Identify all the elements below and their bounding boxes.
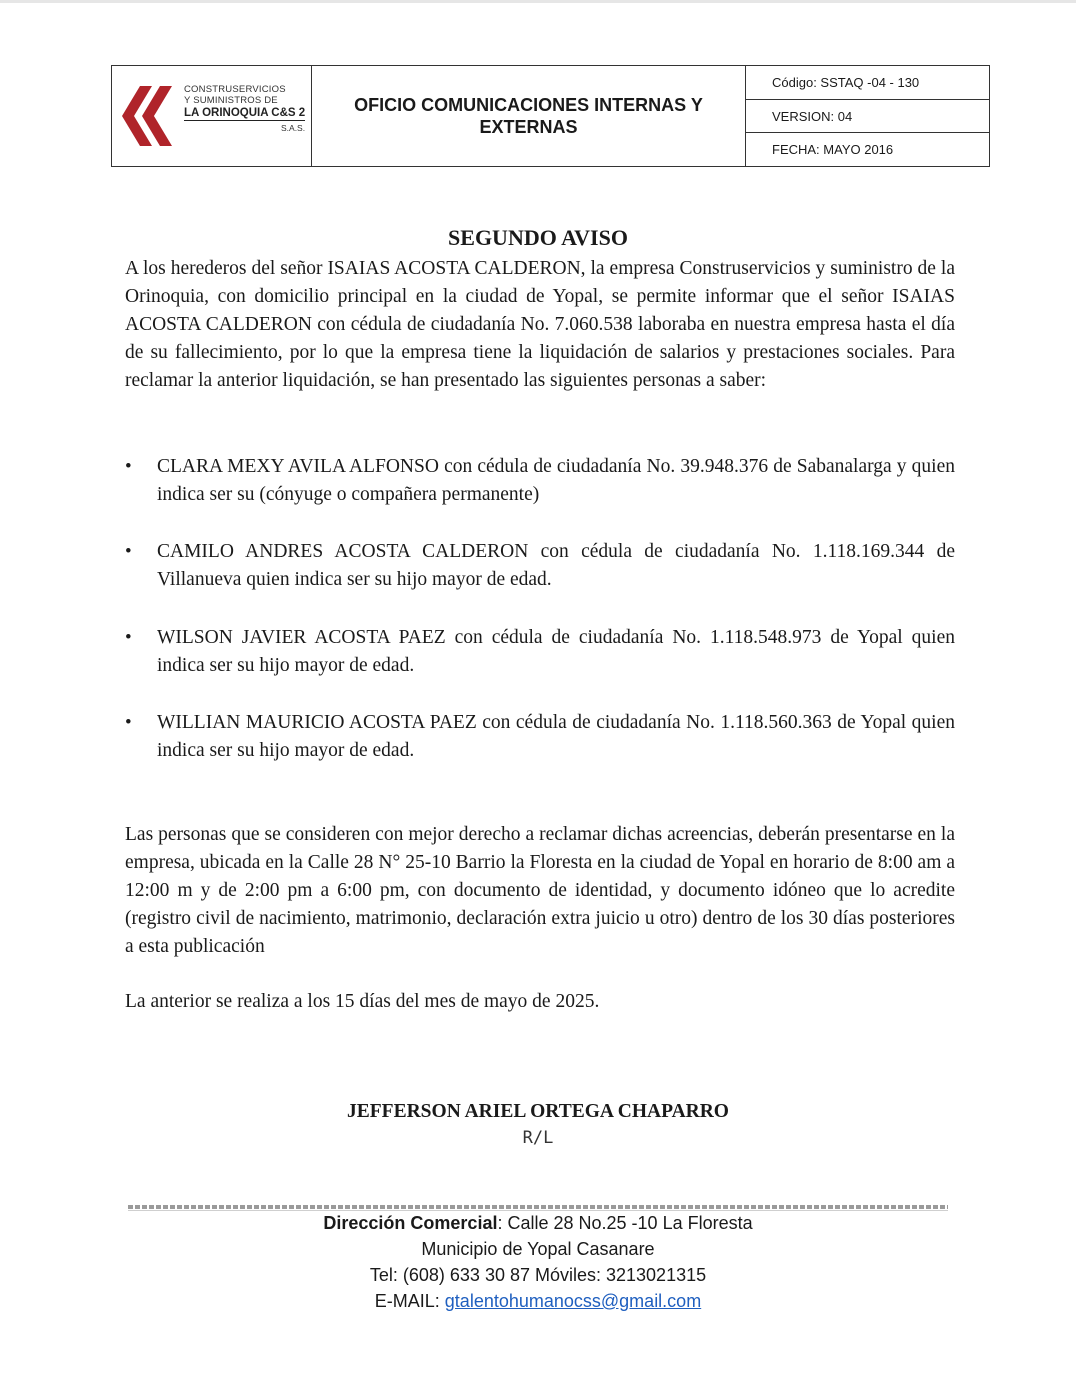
header-codigo: Código: SSTAQ -04 - 130 — [772, 74, 920, 90]
list-item: • CAMILO ANDRES ACOSTA CALDERON con cédula de ciudadanía No. 1.118.169.344 de Villanueva quien indica ser su hijo mayor de edad. — [157, 538, 955, 594]
logo-line-4: S.A.S. — [281, 123, 306, 133]
logo-line-1: CONSTRUSERVICIOS — [184, 84, 286, 95]
logo-line-3: LA ORINOQUIA C&S 2 — [184, 107, 306, 119]
footer-email — [0, 1291, 1076, 1312]
header-meta — [746, 66, 989, 166]
footer-phones: Tel: (608) 633 30 87 Móviles: 3213021315 — [369, 1265, 707, 1285]
footer-divider — [128, 1205, 948, 1209]
footer-municipality: Municipio de Yopal Casanare — [421, 1239, 655, 1259]
signer-role: R/L — [522, 1128, 554, 1148]
page-top-edge — [0, 0, 1076, 3]
footer-email-label: E-MAIL: — [374, 1291, 445, 1311]
list-item: • CLARA MEXY AVILA ALFONSO con cédula de ciudadanía No. 39.948.376 de Sabanalarga y quien indica ser su (cónyuge o compañera permanente) — [157, 453, 955, 509]
document-title: SEGUNDO AVISO — [448, 225, 628, 250]
footer-address-label: Dirección Comercial — [323, 1213, 498, 1233]
closing-paragraph: Las personas que se consideren con mejor derecho a reclamar dichas acreencias, deberán presentarse en la empresa, ubicada en la Calle 28 N° 25-10 Barrio la Floresta en la ciudad de Yopal en horario de 8:00 am a 12:00 m y de 2:00 pm a 6:00 pm, con documento de identidad, y documento idóneo que lo acredite (registro civil de nacimiento, matrimonio, declaración extra juicio u otro) dentro de los 30 días posteriores a esta publicación — [125, 824, 955, 957]
list-item: • WILLIAN MAURICIO ACOSTA PAEZ con cédula de ciudadanía No. 1.118.560.363 de Yopal quien indica ser su hijo mayor de edad. — [157, 709, 955, 765]
document-header-table — [111, 65, 990, 167]
email-link[interactable]: gtalentohumanocss@gmail.com — [444, 1291, 702, 1311]
signer-name: JEFFERSON ARIEL ORTEGA CHAPARRO — [347, 1101, 729, 1122]
company-logo-icon — [118, 84, 180, 148]
company-logo — [112, 66, 312, 166]
header-title: OFICIO COMUNICACIONES INTERNAS Y EXTERNAS — [312, 66, 746, 166]
header-version: VERSION: 04 — [746, 99, 989, 133]
date-paragraph: La anterior se realiza a los 15 días del mes de mayo de 2025. — [125, 991, 600, 1012]
footer-address — [0, 1213, 1076, 1234]
logo-line-2: Y SUMINISTROS DE — [184, 95, 278, 106]
list-item: • WILSON JAVIER ACOSTA PAEZ con cédula de ciudadanía No. 1.118.548.973 de Yopal quien indica ser su hijo mayor de edad. — [157, 624, 955, 680]
header-fecha: FECHA: MAYO 2016 — [746, 132, 989, 166]
intro-paragraph: A los herederos del señor ISAIAS ACOSTA CALDERON, la empresa Construservicios y suministro de la Orinoquia, con domicilio principal en la ciudad de Yopal, se permite informar que el señor ISAIAS ACOSTA CALDERON con cédula de ciudadanía No. 7.060.538 laboraba en nuestra empresa hasta el día de su fallecimiento, por lo que la empresa tiene la liquidación de salarios y prestaciones sociales. Para reclamar la anterior liquidación, se han presentado las siguientes personas a saber: — [125, 258, 955, 391]
footer-address-value: : Calle 28 No.25 -10 La Floresta — [497, 1213, 753, 1233]
footer-divider-line — [128, 1210, 948, 1211]
